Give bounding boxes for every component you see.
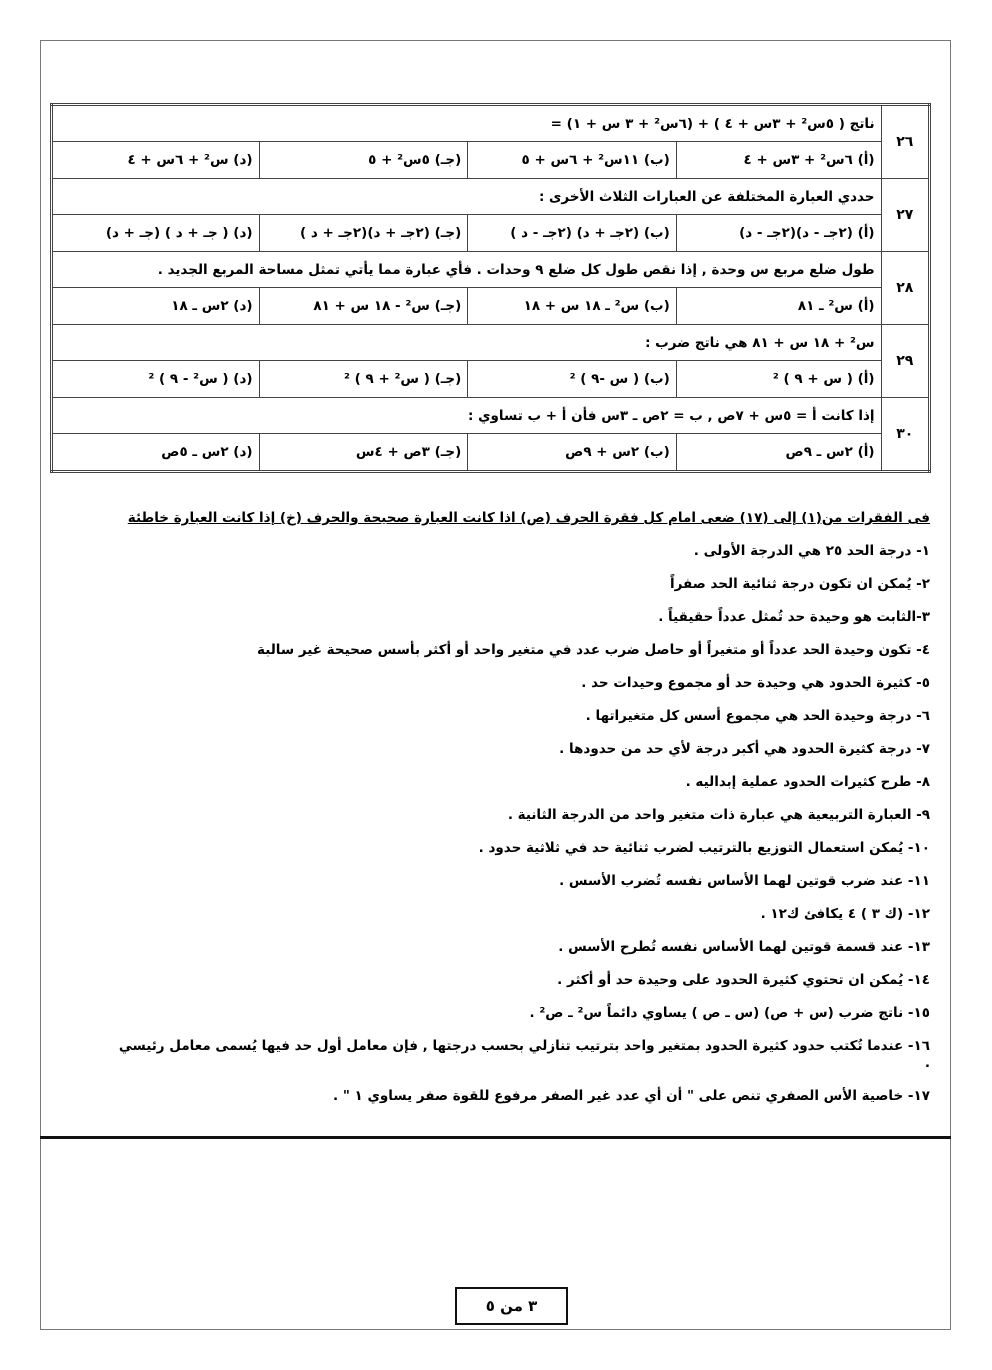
answer-option[interactable]: (ب) ٢س + ٩ص — [468, 434, 676, 472]
answer-option[interactable]: (أ) ٢س ـ ٩ص — [676, 434, 881, 472]
question-stem: ناتج ( ٥س² + ٣س + ٤ ) + (٦س² + ٣ س + ١) = — [52, 105, 882, 142]
true-false-item: ٣-الثابت هو وحيدة حد تُمثل عدداً حقيقياً . — [658, 609, 930, 625]
options-row — [52, 288, 930, 325]
true-false-item: ٩- العبارة التربيعية هي عبارة ذات متغير واحد من الدرجة الثانية . — [507, 807, 930, 823]
question-number: ٢٨ — [881, 252, 929, 325]
true-false-item: ١٦- عندما تُكتب حدود كثيرة الحدود بمتغير واحد بترتيب تنازلي بحسب درجتها , فإن معامل أول حد فيها يُسمى معامل رئيسي . — [118, 1038, 930, 1071]
answer-option[interactable]: (جـ) ٣ص + ٤س — [259, 434, 468, 472]
answer-option[interactable]: (أ) ( س + ٩ ) ² — [676, 361, 881, 398]
answer-option[interactable]: (د) ( س² - ٩ ) ² — [52, 361, 260, 398]
true-false-item: ١٣- عند قسمة قوتين لهما الأساس نفسه تُطرح الأسس . — [558, 939, 930, 955]
answer-option[interactable]: (أ) ٦س² + ٣س + ٤ — [676, 142, 881, 179]
options-row — [52, 434, 930, 472]
true-false-item: ١٢- (ك ٣ ) ٤ يكافئ ك١٢ . — [760, 906, 930, 922]
options-row — [52, 142, 930, 179]
true-false-item: ١٥- ناتج ضرب (س + ص) (س ـ ص ) يساوي دائماً س² ـ ص² . — [529, 1005, 930, 1021]
true-false-item: ١٤- يُمكن ان تحتوي كثيرة الحدود على وحيدة حد أو أكثر . — [557, 972, 930, 988]
true-false-item: ٨- طرح كثيرات الحدود عملية إبداليه . — [685, 774, 930, 790]
question-stem: طول ضلع مربع س وحدة , إذا نقص طول كل ضلع ٩ وحدات . فأي عبارة مما يأتي تمثل مساحة المربع الجديد . — [52, 252, 882, 288]
true-false-item: ١٧- خاصية الأس الصفري تنص على " أن أي عدد غير الصفر مرفوع للقوة صفر يساوي ١ " . — [332, 1088, 930, 1104]
answer-option[interactable]: (ب) س² ـ ١٨ س + ١٨ — [468, 288, 676, 325]
question-row — [52, 252, 930, 288]
answer-option[interactable]: (جـ) (٢جـ + د)(٢جـ + د ) — [259, 215, 468, 252]
answer-option[interactable]: (د) ( جـ + د ) (جـ + د) — [52, 215, 260, 252]
question-row — [52, 398, 930, 434]
question-stem: س² + ١٨ س + ٨١ هي ناتج ضرب : — [52, 325, 882, 361]
question-row — [52, 325, 930, 361]
true-false-item: ٥- كثيرة الحدود هي وحيدة حد أو مجموع وحيدات حد . — [581, 675, 930, 691]
question-row — [52, 105, 930, 142]
question-number: ٢٦ — [881, 105, 929, 179]
true-false-item: ٤- تكون وحيدة الحد عدداً أو متغيراً أو حاصل ضرب عدد في متغير واحد أو أكثر بأسس صحيحة غير سالبة — [257, 642, 930, 658]
true-false-item: ٢- يُمكن ان تكون درجة ثنائية الحد صفراً — [670, 576, 930, 592]
options-row — [52, 361, 930, 398]
question-number: ٢٧ — [881, 179, 929, 252]
options-row — [52, 215, 930, 252]
question-stem: حددي العبارة المختلفة عن العبارات الثلاث الأخرى : — [52, 179, 882, 215]
question-number: ٢٩ — [881, 325, 929, 398]
answer-option[interactable]: (ب) ( س -٩ ) ² — [468, 361, 676, 398]
answer-option[interactable]: (ب) ١١س² + ٦س + ٥ — [468, 142, 676, 179]
answer-option[interactable]: (جـ) س² - ١٨ س + ٨١ — [259, 288, 468, 325]
divider — [40, 1136, 951, 1139]
answer-option[interactable]: (ب) (٢جـ + د) (٢جـ - د ) — [468, 215, 676, 252]
answer-option[interactable]: (د) ٢س ـ ١٨ — [52, 288, 260, 325]
answer-option[interactable]: (د) س² + ٦س + ٤ — [52, 142, 260, 179]
question-stem: إذا كانت أ = ٥س + ٧ص , ب = ٢ص ـ ٣س فأن أ + ب تساوي : — [52, 398, 882, 434]
true-false-item: ٦- درجة وحيدة الحد هي مجموع أسس كل متغيراتها . — [585, 708, 930, 724]
question-row — [52, 179, 930, 215]
answer-option[interactable]: (أ) (٢جـ - د)(٢جـ - د) — [676, 215, 881, 252]
true-false-item: ٧- درجة كثيرة الحدود هي أكبر درجة لأي حد من حدودها . — [559, 741, 930, 757]
answer-option[interactable]: (جـ) ٥س² + ٥ — [259, 142, 468, 179]
page-number: ٣ من ٥ — [455, 1287, 568, 1325]
true-false-item: ١١- عند ضرب قوتين لهما الأساس نفسه تُضرب الأسس . — [559, 873, 930, 889]
multiple-choice-table — [50, 103, 931, 473]
question-number: ٣٠ — [881, 398, 929, 472]
true-false-list — [110, 543, 930, 1121]
true-false-item: ١٠- يُمكن استعمال التوزيع بالترتيب لضرب ثنائية حد في ثلاثية حدود . — [478, 840, 930, 856]
answer-option[interactable]: (د) ٢س ـ ٥ص — [52, 434, 260, 472]
answer-option[interactable]: (جـ) ( س² + ٩ ) ² — [259, 361, 468, 398]
answer-option[interactable]: (أ) س² ـ ٨١ — [676, 288, 881, 325]
true-false-item: ١- درجة الحد ٢٥ هي الدرجة الأولى . — [693, 543, 930, 559]
true-false-heading: فى الفقرات من(١) إلى (١٧) ضعى امام كل فقرة الحرف (ص) اذا كانت العبارة صحيحة والحرف (خ) إذا كانت العبارة خاطئة — [127, 510, 930, 526]
